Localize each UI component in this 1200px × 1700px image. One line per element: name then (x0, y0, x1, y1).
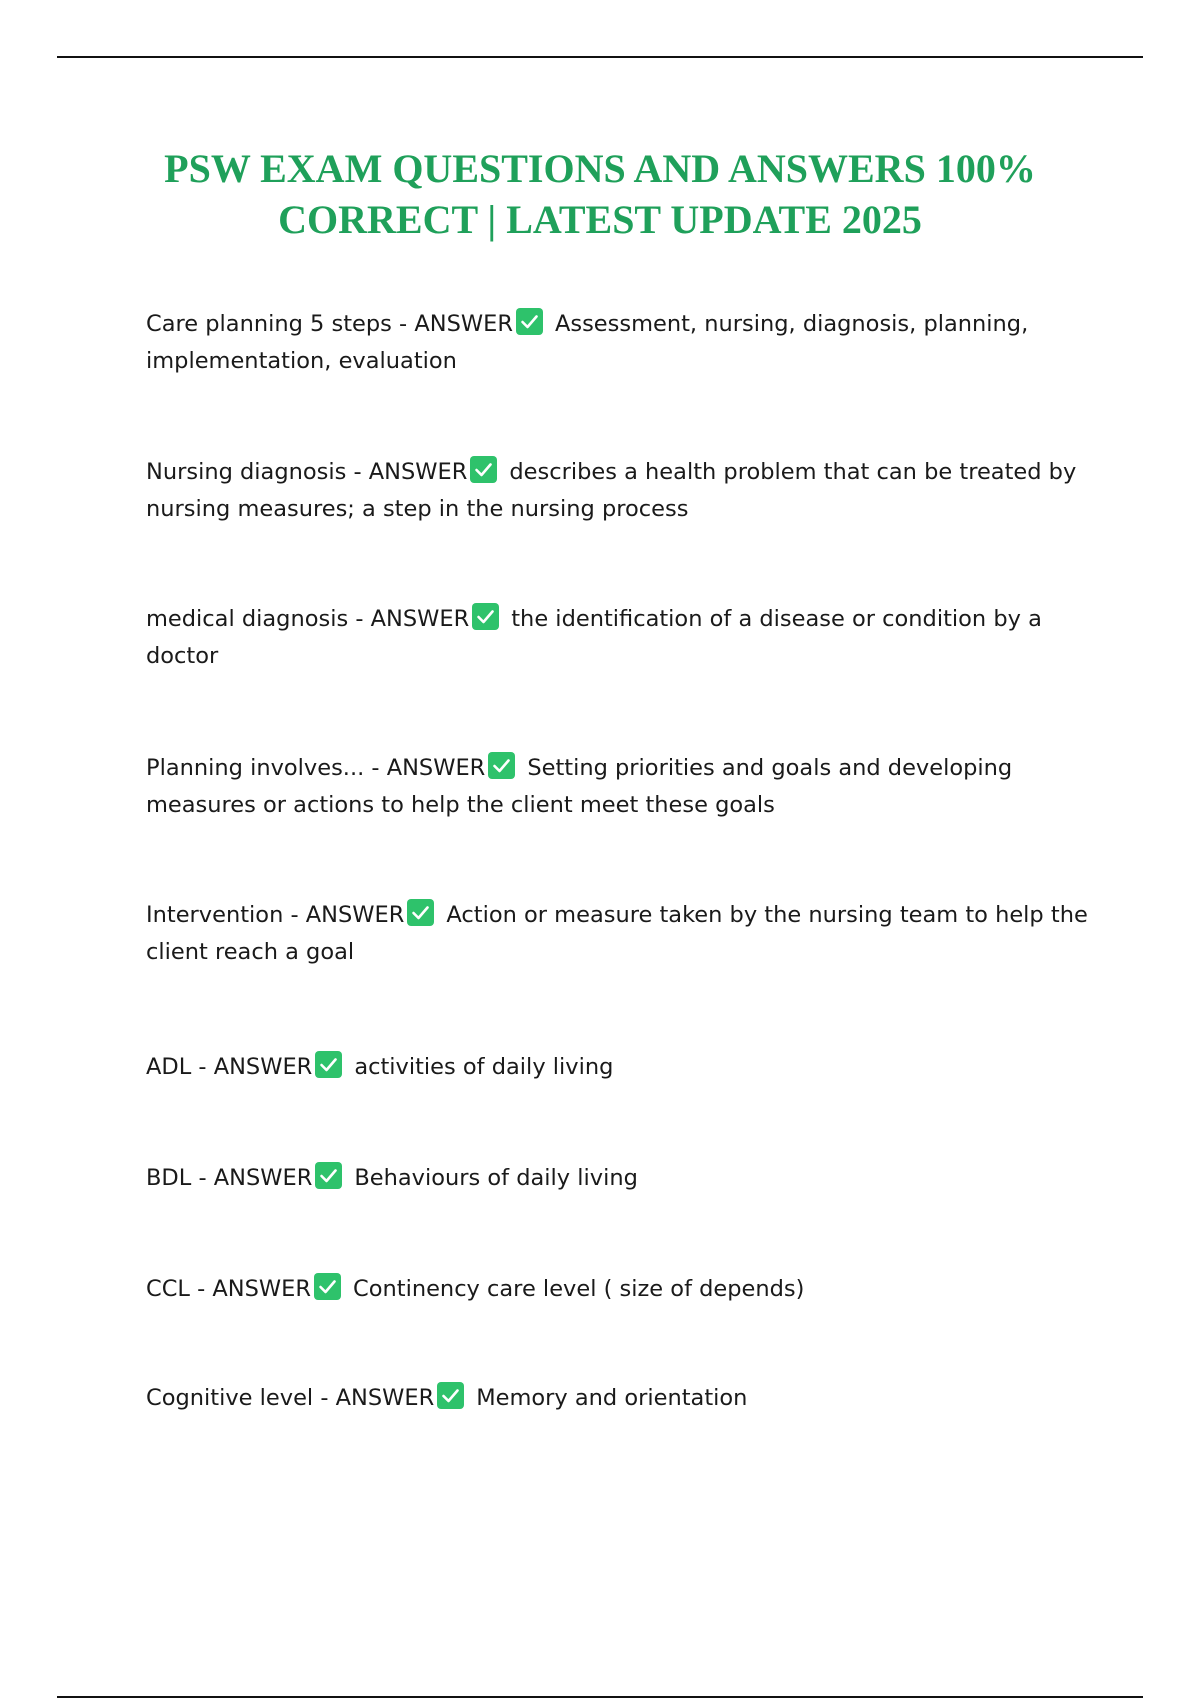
answer-label: ANSWER (305, 902, 405, 928)
qa-term: Nursing diagnosis (146, 459, 347, 485)
qa-item: Cognitive level - ANSWER Memory and orientation (146, 1380, 1106, 1417)
check-mark-icon (470, 456, 497, 483)
qa-answer: the identification of a disease or condition by a doctor (146, 606, 1042, 669)
qa-item: ADL - ANSWER activities of daily living (146, 1049, 1106, 1086)
qa-term: Care planning 5 steps (146, 311, 392, 337)
check-mark-icon (315, 1162, 342, 1189)
qa-item: CCL - ANSWER Continency care level ( size of depends) (146, 1271, 1106, 1308)
qa-item: Planning involves... - ANSWER Setting priorities and goals and developing measures or actions to help the client meet these goals (146, 750, 1106, 824)
qa-answer: Behaviours of daily living (354, 1165, 638, 1191)
check-mark-icon (516, 308, 543, 335)
check-mark-icon (314, 1273, 341, 1300)
check-mark-icon (437, 1382, 464, 1409)
qa-term: ADL (146, 1054, 192, 1080)
qa-answer: describes a health problem that can be treated by nursing measures; a step in the nursing process (146, 459, 1077, 522)
answer-label: ANSWER (414, 311, 513, 337)
qa-item: Care planning 5 steps - ANSWER Assessment, nursing, diagnosis, planning, implementation, evaluation (146, 306, 1106, 380)
bottom-rule (57, 1696, 1143, 1698)
check-mark-icon (488, 752, 515, 779)
qa-term: CCL (146, 1276, 190, 1302)
answer-label: ANSWER (335, 1385, 435, 1411)
answer-label: ANSWER (370, 606, 470, 632)
qa-term: medical diagnosis (146, 606, 349, 632)
title-line-2: CORRECT | LATEST UPDATE 2025 (278, 197, 922, 242)
qa-answer: activities of daily living (354, 1054, 614, 1080)
answer-label: ANSWER (386, 755, 486, 781)
qa-item: BDL - ANSWER Behaviours of daily living (146, 1160, 1106, 1197)
qa-term: Planning involves... (146, 755, 365, 781)
check-mark-icon (407, 899, 434, 926)
qa-answer: Assessment, nursing, diagnosis, planning, implementation, evaluation (146, 311, 1029, 374)
answer-label: ANSWER (213, 1054, 313, 1080)
qa-item: Intervention - ANSWER Action or measure taken by the nursing team to help the client reach a goal (146, 897, 1106, 971)
qa-term: Intervention (146, 902, 284, 928)
answer-label: ANSWER (213, 1165, 313, 1191)
qa-term: Cognitive level (146, 1385, 314, 1411)
qa-item: medical diagnosis - ANSWER the identification of a disease or condition by a doctor (146, 601, 1106, 675)
qa-item: Nursing diagnosis - ANSWER describes a health problem that can be treated by nursing measures; a step in the nursing process (146, 454, 1106, 528)
qa-answer: Setting priorities and goals and developing measures or actions to help the client meet these goals (146, 755, 1013, 818)
answer-label: ANSWER (368, 459, 468, 485)
qa-answer: Memory and orientation (476, 1385, 748, 1411)
qa-answer: Action or measure taken by the nursing team to help the client reach a goal (146, 902, 1088, 965)
answer-label: ANSWER (212, 1276, 312, 1302)
title-line-1: PSW EXAM QUESTIONS AND ANSWERS 100% (164, 146, 1036, 191)
check-mark-icon (472, 603, 499, 630)
check-mark-icon (315, 1051, 342, 1078)
qa-term: BDL (146, 1165, 192, 1191)
qa-answer: Continency care level ( size of depends) (353, 1276, 805, 1302)
